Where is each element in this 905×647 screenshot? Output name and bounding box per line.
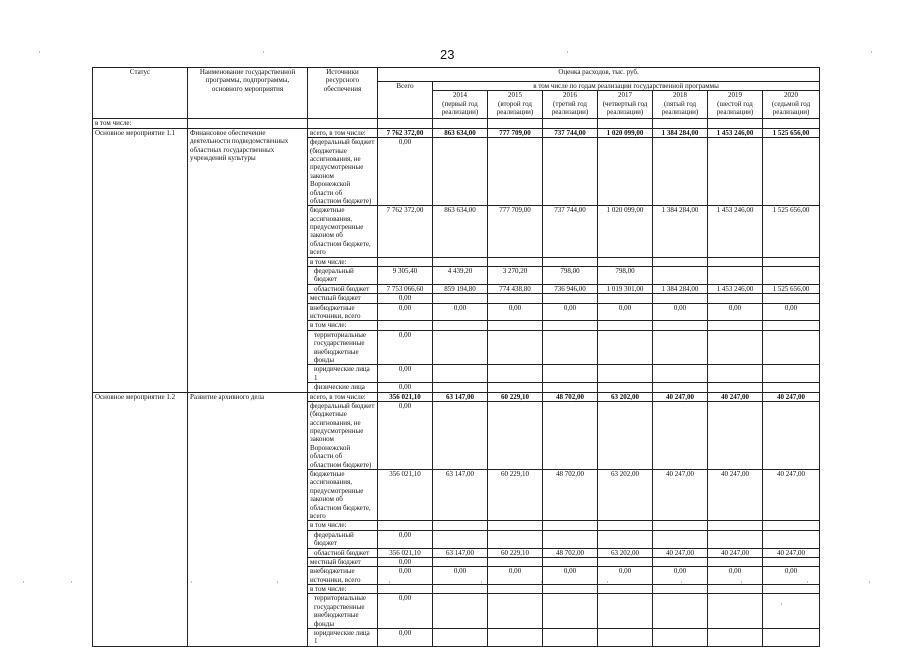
year-value-cell: 63 202,00 (598, 470, 653, 521)
source-cell: юридические лица 1 (308, 365, 378, 383)
year-value-cell (598, 530, 653, 548)
total-value-cell: 0,00 (378, 383, 433, 392)
status-cell: Основное мероприятие 1.1 (93, 128, 188, 392)
year-value-cell (653, 530, 708, 548)
year-value-cell: 737 744,00 (543, 206, 598, 257)
year-value-cell: 1 525 656,00 (763, 284, 820, 293)
scan-artifact: · (38, 47, 41, 57)
year-value-cell (653, 294, 708, 303)
year-value-cell: 737 744,00 (543, 128, 598, 137)
source-cell: в том числе: (308, 585, 378, 594)
year-value-cell (708, 629, 763, 647)
year-value-cell: 1 019 301,00 (598, 284, 653, 293)
year-value-cell (488, 294, 543, 303)
year-value-cell: 40 247,00 (708, 548, 763, 557)
year-value-cell (708, 594, 763, 629)
source-cell: физические лица (308, 383, 378, 392)
year-value-cell (543, 330, 598, 365)
year-value-cell: 0,00 (598, 303, 653, 321)
scan-artifact: · (388, 577, 391, 587)
year-value-cell (433, 521, 488, 530)
year-value-cell (653, 257, 708, 266)
year-value-cell (488, 594, 543, 629)
total-value-cell: 7 762 372,00 (378, 128, 433, 137)
scan-artifact: · (262, 47, 265, 57)
year-value-cell (598, 557, 653, 566)
year-value-cell: 40 247,00 (763, 470, 820, 521)
year-value-cell (763, 530, 820, 548)
year-value-cell (763, 383, 820, 392)
year-value-cell: 0,00 (488, 303, 543, 321)
source-cell: федеральный бюджет (бюджетные ассигнования, не предусмотренные законом Воронежской области об областном бюджете) (308, 401, 378, 469)
header-year-2017 (598, 91, 653, 119)
year-value-cell (763, 294, 820, 303)
header-year-label: (четвертый год реализации) (602, 99, 648, 117)
year-value-cell (763, 521, 820, 530)
source-cell: территориальные государственные внебюджетные фонды (308, 330, 378, 365)
source-cell: федеральный бюджет (бюджетные ассигнования, не предусмотренные законом Воронежской области об областном бюджете) (308, 138, 378, 206)
header-estimate: Оценка расходов, тыс. руб. (378, 68, 820, 82)
year-value-cell (598, 321, 653, 330)
year-value-cell (433, 629, 488, 647)
year-value-cell (653, 365, 708, 383)
year-value-cell: 774 438,80 (488, 284, 543, 293)
year-value-cell (598, 629, 653, 647)
total-value-cell: 0,00 (378, 557, 433, 566)
source-cell: внебюджетные источники, всего (308, 303, 378, 321)
year-value-cell: 1 020 099,00 (598, 128, 653, 137)
total-value-cell: 7 762 372,00 (378, 206, 433, 257)
budget-table (92, 67, 820, 647)
header-year-number: 2014 (453, 91, 467, 100)
total-value-cell (378, 257, 433, 266)
year-value-cell: 40 247,00 (763, 548, 820, 557)
total-value-cell: 0,00 (378, 401, 433, 469)
year-value-cell (488, 530, 543, 548)
year-value-cell (433, 557, 488, 566)
year-value-cell (653, 401, 708, 469)
year-value-cell (598, 594, 653, 629)
year-value-cell: 1 384 284,00 (653, 284, 708, 293)
header-year-number: 2018 (673, 91, 687, 100)
year-value-cell (708, 383, 763, 392)
year-value-cell (708, 585, 763, 594)
year-value-cell (763, 585, 820, 594)
source-cell: бюджетные ассигнования, предусмотренные законом об областном бюджете, всего (308, 470, 378, 521)
year-value-cell: 0,00 (543, 303, 598, 321)
year-value-cell: 0,00 (598, 567, 653, 585)
year-value-cell (653, 629, 708, 647)
year-value-cell: 40 247,00 (708, 470, 763, 521)
year-value-cell (488, 257, 543, 266)
year-value-cell (543, 365, 598, 383)
year-value-cell (653, 321, 708, 330)
year-value-cell (598, 401, 653, 469)
total-value-cell: 0,00 (378, 303, 433, 321)
header-total: Всего (378, 82, 433, 119)
year-value-cell: 798,00 (543, 267, 598, 285)
year-value-cell (543, 594, 598, 629)
year-value-cell (543, 557, 598, 566)
year-value-cell (653, 267, 708, 285)
year-value-cell (543, 321, 598, 330)
year-value-cell: 1 525 656,00 (763, 206, 820, 257)
year-value-cell: 48 702,00 (543, 470, 598, 521)
year-value-cell: 63 147,00 (433, 548, 488, 557)
total-value-cell: 0,00 (378, 530, 433, 548)
source-cell: федеральный бюджет (308, 267, 378, 285)
total-value-cell: 0,00 (378, 294, 433, 303)
year-value-cell (488, 629, 543, 647)
scan-artifact: · (190, 577, 193, 587)
measure-name-cell: Развитие архивного дела (188, 392, 308, 646)
scan-artifact: · (276, 577, 279, 587)
year-value-cell: 60 229,10 (488, 548, 543, 557)
year-value-cell: 63 202,00 (598, 392, 653, 401)
year-value-cell (488, 521, 543, 530)
year-value-cell (708, 294, 763, 303)
scan-artifact: · (22, 577, 25, 587)
year-value-cell: 60 229,10 (488, 470, 543, 521)
year-value-cell (763, 594, 820, 629)
year-value-cell: 40 247,00 (708, 392, 763, 401)
source-cell: всего, в том числе: (308, 392, 378, 401)
year-value-cell: 63 147,00 (433, 392, 488, 401)
scan-artifact: · (806, 577, 809, 587)
total-value-cell (378, 585, 433, 594)
year-value-cell: 0,00 (708, 303, 763, 321)
measure-name-cell: Финансовое обеспечение деятельности подведомственных областных государственных учреждений культуры (188, 128, 308, 392)
total-value-cell (378, 521, 433, 530)
year-value-cell: 0,00 (543, 567, 598, 585)
year-value-cell: 3 270,20 (488, 267, 543, 285)
year-value-cell: 1 453 246,00 (708, 128, 763, 137)
scan-artifact: · (540, 577, 543, 587)
year-value-cell: 0,00 (653, 567, 708, 585)
year-value-cell (763, 557, 820, 566)
year-value-cell: 1 525 656,00 (763, 128, 820, 137)
year-value-cell (763, 629, 820, 647)
year-value-cell (763, 138, 820, 206)
year-value-cell (708, 530, 763, 548)
year-value-cell: 1 453 246,00 (708, 284, 763, 293)
year-value-cell: 0,00 (708, 567, 763, 585)
scan-artifact: · (480, 577, 483, 587)
year-value-cell: 798,00 (598, 267, 653, 285)
year-value-cell (708, 401, 763, 469)
header-year-number: 2016 (563, 91, 577, 100)
year-value-cell (488, 383, 543, 392)
header-year-number: 2020 (784, 91, 799, 100)
year-value-cell (653, 383, 708, 392)
year-value-cell (433, 383, 488, 392)
source-cell: территориальные государственные внебюджетные фонды (308, 594, 378, 629)
header-year-2019 (708, 91, 763, 119)
year-value-cell: 859 194,80 (433, 284, 488, 293)
total-value-cell: 0,00 (378, 594, 433, 629)
year-value-cell: 4 439,20 (433, 267, 488, 285)
scan-artifact: · (70, 577, 73, 587)
v-tom-chisle-label: в том числе: (93, 119, 188, 128)
year-value-cell (708, 557, 763, 566)
year-value-cell (543, 257, 598, 266)
year-value-cell (543, 530, 598, 548)
year-value-cell (763, 257, 820, 266)
header-year-2020 (763, 91, 820, 119)
header-year-number: 2015 (508, 91, 522, 100)
year-value-cell: 0,00 (488, 567, 543, 585)
header-year-label: (третий год реализации) (551, 99, 589, 117)
total-value-cell: 9 305,40 (378, 267, 433, 285)
source-cell: всего, в том числе: (308, 128, 378, 137)
header-year-number: 2019 (728, 91, 742, 100)
source-cell: в том числе: (308, 257, 378, 266)
year-value-cell: 40 247,00 (653, 470, 708, 521)
year-value-cell (598, 365, 653, 383)
total-value-cell: 0,00 (378, 365, 433, 383)
year-value-cell: 1 453 246,00 (708, 206, 763, 257)
year-value-cell: 0,00 (433, 567, 488, 585)
year-value-cell (488, 330, 543, 365)
year-value-cell: 863 634,00 (433, 128, 488, 137)
year-value-cell: 48 702,00 (543, 548, 598, 557)
scan-artifact: · (870, 47, 873, 57)
header-status: Статус (93, 68, 188, 119)
year-value-cell (653, 594, 708, 629)
source-cell: бюджетные ассигнования, предусмотренные законом об областном бюджете, всего (308, 206, 378, 257)
year-value-cell (653, 138, 708, 206)
year-value-cell (433, 365, 488, 383)
source-cell: местный бюджет (308, 294, 378, 303)
year-value-cell (543, 294, 598, 303)
header-year-2016 (543, 91, 598, 119)
header-year-label: (седьмой год реализации) (771, 99, 811, 117)
total-value-cell: 356 021,10 (378, 548, 433, 557)
table-row (93, 128, 820, 137)
year-value-cell (543, 401, 598, 469)
source-cell: областной бюджет (308, 284, 378, 293)
page-number: 23 (440, 47, 455, 62)
year-value-cell (433, 530, 488, 548)
year-value-cell (543, 138, 598, 206)
year-value-cell: 40 247,00 (653, 392, 708, 401)
year-value-cell (488, 401, 543, 469)
header-by-years: в том числе по годам реализации государственной программы (433, 82, 820, 91)
year-value-cell: 736 946,00 (543, 284, 598, 293)
source-cell: федеральный бюджет (308, 530, 378, 548)
year-value-cell (763, 267, 820, 285)
year-value-cell (598, 257, 653, 266)
year-value-cell (433, 257, 488, 266)
scan-artifact: · (780, 599, 783, 609)
header-year-number: 2017 (618, 91, 632, 100)
year-value-cell: 1 384 284,00 (653, 206, 708, 257)
year-value-cell (598, 383, 653, 392)
year-value-cell (708, 267, 763, 285)
year-value-cell: 48 702,00 (543, 392, 598, 401)
year-value-cell (433, 401, 488, 469)
total-value-cell (378, 321, 433, 330)
year-value-cell (598, 521, 653, 530)
source-cell: областной бюджет (308, 548, 378, 557)
total-value-cell: 0,00 (378, 330, 433, 365)
year-value-cell (433, 321, 488, 330)
year-value-cell: 63 202,00 (598, 548, 653, 557)
year-value-cell (708, 365, 763, 383)
year-value-cell (763, 330, 820, 365)
year-value-cell (708, 257, 763, 266)
source-cell: в том числе: (308, 321, 378, 330)
source-cell: юридические лица 1 (308, 629, 378, 647)
header-year-label: (второй год реализации) (496, 99, 534, 117)
scan-artifact: · (740, 577, 743, 587)
header-year-label: (шестой год реализации) (716, 99, 754, 117)
year-value-cell: 1 020 099,00 (598, 206, 653, 257)
source-cell: местный бюджет (308, 557, 378, 566)
year-value-cell (488, 138, 543, 206)
total-value-cell: 0,00 (378, 629, 433, 647)
year-value-cell (598, 138, 653, 206)
year-value-cell (598, 330, 653, 365)
year-value-cell (763, 321, 820, 330)
scan-artifact: · (868, 577, 871, 587)
year-value-cell (433, 138, 488, 206)
source-cell: внебюджетные источники, всего (308, 567, 378, 585)
year-value-cell (708, 138, 763, 206)
year-value-cell (433, 330, 488, 365)
header-year-2015 (488, 91, 543, 119)
year-value-cell: 863 634,00 (433, 206, 488, 257)
year-value-cell (488, 321, 543, 330)
year-value-cell (543, 521, 598, 530)
year-value-cell (708, 321, 763, 330)
total-value-cell: 356 021,10 (378, 470, 433, 521)
total-value-cell: 0,00 (378, 567, 433, 585)
total-value-cell: 0,00 (378, 138, 433, 206)
year-value-cell (653, 330, 708, 365)
header-year-2014 (433, 91, 488, 119)
year-value-cell: 40 247,00 (763, 392, 820, 401)
year-value-cell: 60 229,10 (488, 392, 543, 401)
scan-artifact: · (566, 47, 569, 57)
source-cell: в том числе: (308, 521, 378, 530)
status-cell: Основное мероприятие 1.2 (93, 392, 188, 646)
year-value-cell: 0,00 (763, 303, 820, 321)
year-value-cell: 777 709,00 (488, 128, 543, 137)
year-value-cell (598, 294, 653, 303)
year-value-cell (708, 330, 763, 365)
header-year-2018 (653, 91, 708, 119)
year-value-cell (433, 594, 488, 629)
header-year-label: (пятый год реализации) (661, 99, 699, 117)
year-value-cell (488, 585, 543, 594)
scan-artifact: · (680, 577, 683, 587)
year-value-cell (653, 521, 708, 530)
year-value-cell: 0,00 (763, 567, 820, 585)
year-value-cell: 1 384 284,00 (653, 128, 708, 137)
scan-artifact: · (606, 577, 609, 587)
year-value-cell: 63 147,00 (433, 470, 488, 521)
total-value-cell: 356 021,10 (378, 392, 433, 401)
header-source: Источники ресурсного обеспечения (308, 68, 378, 119)
year-value-cell (763, 365, 820, 383)
year-value-cell: 777 709,00 (488, 206, 543, 257)
year-value-cell (488, 557, 543, 566)
year-value-cell (543, 383, 598, 392)
year-value-cell (708, 521, 763, 530)
year-value-cell: 0,00 (653, 303, 708, 321)
table-row (93, 392, 820, 401)
year-value-cell (433, 294, 488, 303)
header-name: Наименование государственной программы, подпрограммы, основного мероприятия (188, 68, 308, 119)
year-value-cell (488, 365, 543, 383)
year-value-cell: 40 247,00 (653, 548, 708, 557)
year-value-cell (763, 401, 820, 469)
year-value-cell (543, 585, 598, 594)
year-value-cell (543, 629, 598, 647)
total-value-cell: 7 753 066,60 (378, 284, 433, 293)
header-year-label: (первый год реализации) (441, 99, 479, 117)
year-value-cell (653, 557, 708, 566)
year-value-cell: 0,00 (433, 303, 488, 321)
